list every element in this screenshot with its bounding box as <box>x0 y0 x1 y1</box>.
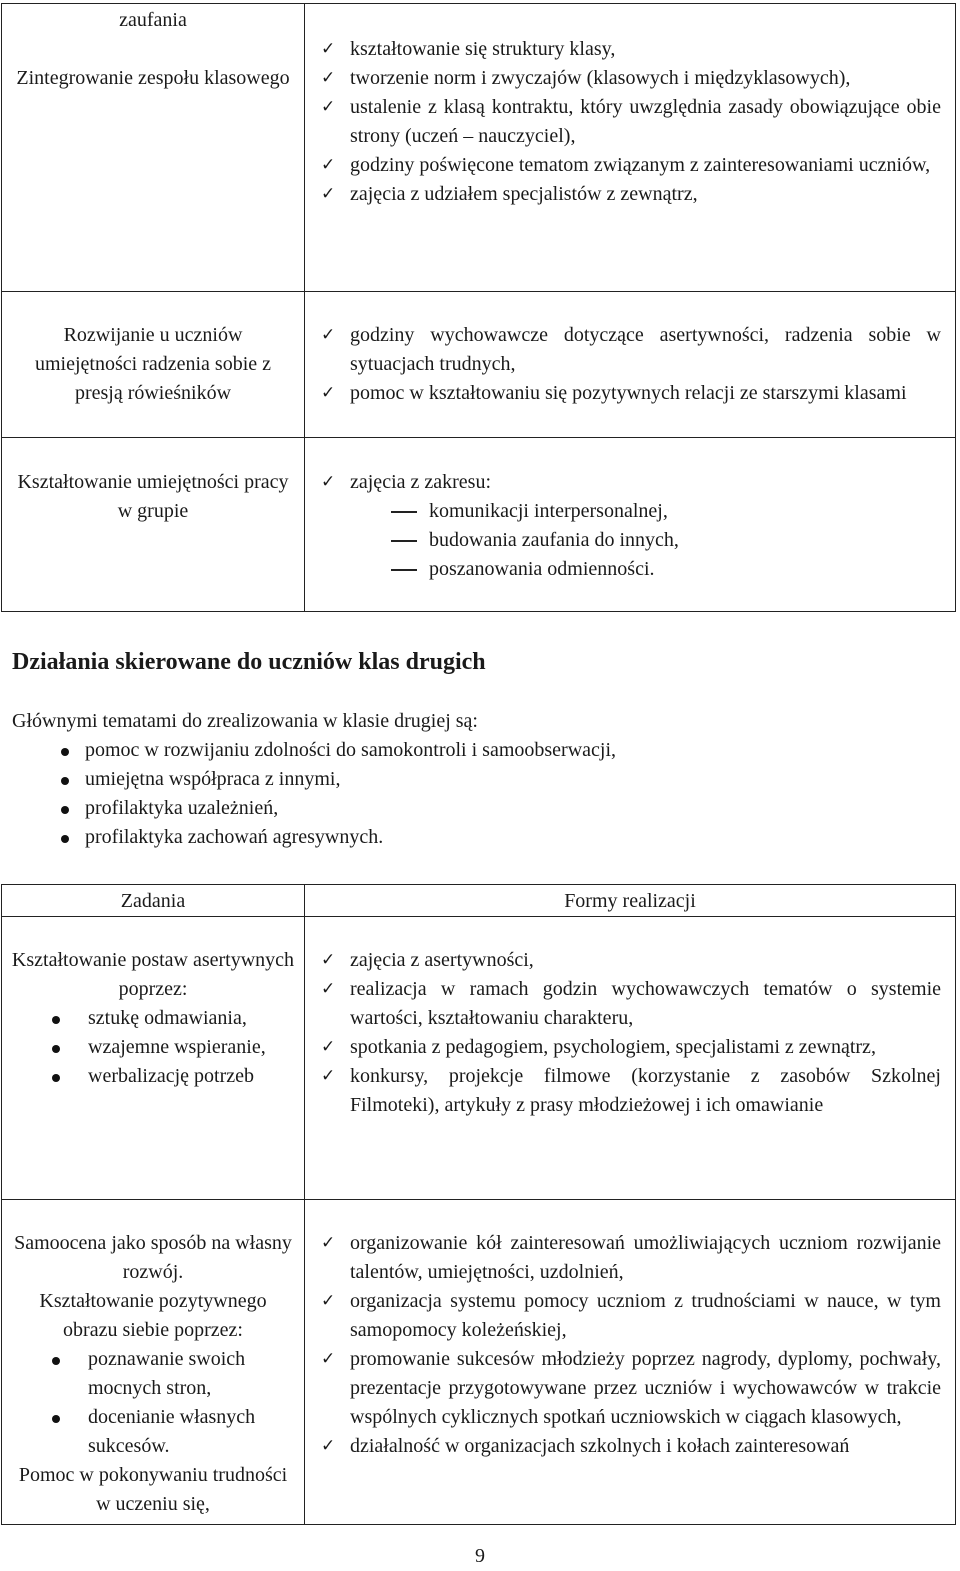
list-item: werbalizację potrzeb <box>2 1062 304 1091</box>
list-item: ✓ spotkania z pedagogiem, psychologiem, specjalistami z zewnątrz, <box>319 1033 941 1062</box>
list-item: poszanowania odmienności. <box>391 555 941 584</box>
intro-text: Głównymi tematami do zrealizowania w klasie drugiej są: <box>12 710 478 732</box>
task-text: Rozwijanie u uczniów umiejętności radzenia sobie z presją rówieśników <box>34 324 271 404</box>
list-item: wzajemne wspieranie, <box>2 1033 304 1062</box>
forms-list <box>319 292 941 408</box>
header-forms-label: Formy realizacji <box>564 890 696 912</box>
forms-list <box>319 917 941 1120</box>
list-item: ✓ pomoc w kształtowaniu się pozytywnych relacji ze starszymi klasami <box>319 379 941 408</box>
list-item: ✓ zajęcia z zakresu: <box>319 468 941 497</box>
forms-cell <box>305 438 956 612</box>
list-item: profilaktyka zachowań agresywnych. <box>12 823 942 852</box>
forms-cell <box>305 1200 956 1525</box>
list-item: ✓ ustalenie z klasą kontraktu, który uwzględnia zasady obowiązujące obie strony (uczeń – nauczyciel), <box>319 93 941 151</box>
sub-list <box>319 497 941 584</box>
task-cell <box>2 917 305 1200</box>
list-item: ✓ organizowanie kół zainteresowań umożliwiających uczniom rozwijanie talentów, umiejętności, uzdolnień, <box>319 1229 941 1287</box>
forms-cell <box>305 292 956 438</box>
task-text: Kształtowanie pozytywnego obrazu siebie poprzez: <box>39 1290 267 1341</box>
list-item: budowania zaufania do innych, <box>391 526 941 555</box>
list-item: poznawanie swoich mocnych stron, <box>2 1345 304 1403</box>
forms-cell <box>305 917 956 1200</box>
list-item: ✓ zajęcia z asertywności, <box>319 946 941 975</box>
forms-list <box>319 4 941 209</box>
list-item: ✓ promowanie sukcesów młodzieży poprzez nagrody, dyplomy, pochwały, prezentacje przygotowywane przez uczniów i wychowawców w trakcie wspólnych cyklicznych spotkań uczniowskich w ciągach klasowych, <box>319 1345 941 1432</box>
forms-list <box>319 438 941 497</box>
topics-list <box>12 736 942 852</box>
list-item: ✓ działalność w organizacjach szkolnych i kołach zainteresowań <box>319 1432 941 1461</box>
header-tasks-label: Zadania <box>120 890 186 912</box>
task-items <box>2 1345 304 1461</box>
list-item: docenianie własnych sukcesów. <box>2 1403 304 1461</box>
list-item: ✓ realizacja w ramach godzin wychowawczych tematów o systemie wartości, kształtowaniu charakteru, <box>319 975 941 1033</box>
table-header-row <box>2 885 956 917</box>
task-text: Kształtowanie umiejętności pracy w grupie <box>17 471 289 522</box>
list-item: ✓ kształtowanie się struktury klasy, <box>319 35 941 64</box>
task-cell <box>2 292 305 438</box>
table-row <box>2 917 956 1200</box>
list-item: umiejętna współpraca z innymi, <box>12 765 942 794</box>
page-number: 9 <box>475 1545 485 1567</box>
task-text: Samoocena jako sposób na własny rozwój. <box>14 1232 292 1283</box>
task-cell <box>2 438 305 612</box>
task-cell <box>2 1200 305 1525</box>
task-text: Pomoc w pokonywaniu trudności w uczeniu się, <box>18 1464 288 1515</box>
tasks-table-1 <box>1 3 956 612</box>
forms-list <box>319 1200 941 1461</box>
header-tasks <box>2 885 305 917</box>
table-row <box>2 4 956 292</box>
task-text: Kształtowanie postaw asertywnych poprzez: <box>11 949 295 1000</box>
task-items <box>2 1004 304 1091</box>
list-item: komunikacji interpersonalnej, <box>391 497 941 526</box>
header-forms <box>305 885 956 917</box>
list-item: ✓ tworzenie norm i zwyczajów (klasowych i międzyklasowych), <box>319 64 941 93</box>
task-cell <box>2 4 305 292</box>
list-item: ✓ organizacja systemu pomocy uczniom z trudnościami w nauce, w tym samopomocy koleżeńskiej, <box>319 1287 941 1345</box>
forms-cell <box>305 4 956 292</box>
list-item: ✓ godziny wychowawcze dotyczące asertywności, radzenia sobie w sytuacjach trudnych, <box>319 321 941 379</box>
section-intro <box>12 707 942 852</box>
table-row <box>2 438 956 612</box>
table-row <box>2 292 956 438</box>
task-text: zaufania <box>119 9 187 31</box>
table-row <box>2 1200 956 1525</box>
list-item: ✓ konkursy, projekcje filmowe (korzystanie z zasobów Szkolnej Filmoteki), artykuły z prasy młodzieżowej i ich omawianie <box>319 1062 941 1120</box>
list-item: pomoc w rozwijaniu zdolności do samokontroli i samoobserwacji, <box>12 736 942 765</box>
list-item: profilaktyka uzależnień, <box>12 794 942 823</box>
list-item: ✓ zajęcia z udziałem specjalistów z zewnątrz, <box>319 180 941 209</box>
task-text: Zintegrowanie zespołu klasowego <box>16 67 290 89</box>
list-item: sztukę odmawiania, <box>2 1004 304 1033</box>
tasks-table-2 <box>1 884 956 1525</box>
list-item: ✓ godziny poświęcone tematom związanym z zainteresowaniami uczniów, <box>319 151 941 180</box>
section-heading: Działania skierowane do uczniów klas drugich <box>12 649 486 675</box>
